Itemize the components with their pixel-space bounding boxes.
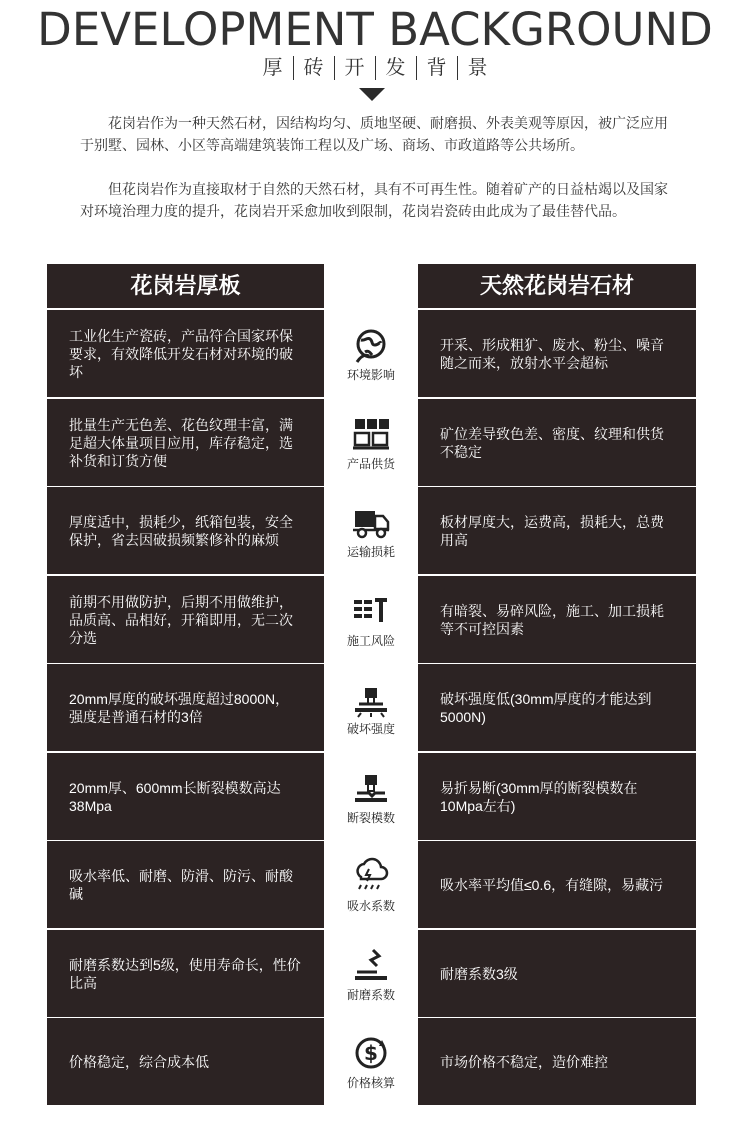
left-cell <box>47 399 324 486</box>
criterion-label: 产品供货 <box>346 456 395 471</box>
right-cell <box>418 753 696 840</box>
right-column-title: 天然花岗岩石材 <box>418 264 696 308</box>
criterion-label: 价格核算 <box>346 1075 395 1090</box>
left-column-title: 花岗岩厚板 <box>47 264 324 308</box>
left-cell <box>47 487 324 574</box>
criterion-label: 破坏强度 <box>346 721 395 736</box>
press-icon <box>351 680 391 718</box>
left-cell <box>47 1018 324 1105</box>
boxes-icon <box>351 415 391 453</box>
down-triangle-icon <box>359 88 385 101</box>
left-cell <box>47 930 324 1017</box>
right-cell-text: 破坏强度低(30mm厚度的才能达到5000N) <box>440 690 652 725</box>
right-cell <box>418 310 696 397</box>
left-cell-text: 20mm厚度的破坏强度超过8000N，强度是普通石材的3倍 <box>69 690 290 725</box>
right-cell-text: 有暗裂、易碎风险，施工、加工损耗等不可控因素 <box>440 602 664 637</box>
left-cell <box>47 753 324 840</box>
criterion <box>330 841 412 928</box>
subtitle-char: 开 <box>334 56 375 80</box>
subtitle-char: 发 <box>375 56 416 80</box>
criterion-label: 耐磨系数 <box>346 987 395 1002</box>
left-cell-text: 吸水率低、耐磨、防滑、防污、耐酸碱 <box>69 867 293 902</box>
construction-icon <box>351 592 391 630</box>
left-cell-text: 价格稳定，综合成本低 <box>69 1053 209 1070</box>
left-cell <box>47 576 324 663</box>
left-cell-text: 批量生产无色差、花色纹理丰富，满足超大体量项目应用，库存稳定，选补货和订货方便 <box>69 416 293 469</box>
criterion-label: 施工风险 <box>346 633 395 648</box>
right-cell-text: 矿位差导致色差、密度、纹理和供货不稳定 <box>440 425 664 460</box>
right-cell <box>418 664 696 751</box>
right-cell <box>418 1018 696 1105</box>
criterion-label: 运输损耗 <box>346 544 395 559</box>
right-cell-text: 吸水率平均值≤0.6，有缝隙，易藏污 <box>440 876 664 893</box>
left-cell-text: 耐磨系数达到5级，使用寿命长，性价比高 <box>69 956 301 991</box>
right-cell-text: 易折易断(30mm厚的断裂模数在10Mpa左右) <box>440 779 638 814</box>
right-cell-text: 市场价格不稳定，造价难控 <box>440 1053 608 1070</box>
right-cell-text: 开采、形成粗犷、废水、粉尘、噪音随之而来，放射水平会超标 <box>440 336 664 371</box>
left-cell-text: 20mm厚、600mm长断裂模数高达38Mpa <box>69 779 281 814</box>
rain-cloud-icon <box>351 857 391 895</box>
criterion-label: 环境影响 <box>346 367 395 382</box>
page-title: DEVELOPMENT BACKGROUND <box>37 3 713 56</box>
intro-paragraph-1: 花岗岩作为一种天然石材，因结构均匀、质地坚硬、耐磨损、外表美观等原因，被广泛应用于别墅、园林、小区等高端建筑装饰工程以及广场、商场、市政道路等公共场所。 <box>80 115 668 153</box>
left-cell <box>47 664 324 751</box>
right-cell <box>418 487 696 574</box>
criterion-label: 吸水系数 <box>346 898 395 913</box>
dollar-cycle-icon <box>351 1034 391 1072</box>
criterion <box>330 576 412 663</box>
criterion <box>330 664 412 751</box>
right-cell <box>418 399 696 486</box>
subtitle-char: 景 <box>457 56 498 80</box>
criterion <box>330 399 412 486</box>
criterion <box>330 487 412 574</box>
subtitle-char: 砖 <box>293 56 334 80</box>
left-cell-text: 前期不用做防护，后期不用做维护，品质高、品相好，开箱即用，无二次分选 <box>69 593 293 646</box>
intro-paragraph-2: 但花岗岩作为直接取材于自然的天然石材，具有不可再生性。随着矿产的日益枯竭以及国家对环境治理力度的提升，花岗岩开采愈加收到限制，花岗岩瓷砖由此成为了最佳替代品。 <box>80 181 668 219</box>
right-cell-text: 耐磨系数3级 <box>440 965 518 982</box>
globe-icon <box>351 326 391 364</box>
subtitle-char: 背 <box>416 56 457 80</box>
left-cell <box>47 841 324 928</box>
criterion <box>330 1018 412 1105</box>
left-cell-text: 工业化生产瓷砖，产品符合国家环保要求，有效降低开发石材对环境的破坏 <box>69 327 293 380</box>
right-cell <box>418 841 696 928</box>
criterion <box>330 310 412 397</box>
page-subtitle <box>0 56 750 80</box>
criterion-label: 断裂模数 <box>346 810 395 825</box>
subtitle-char: 厚 <box>262 57 283 79</box>
svg-text:$: $ <box>364 1040 378 1065</box>
criterion <box>330 753 412 840</box>
left-cell-text: 厚度适中，损耗少，纸箱包装，安全保护，省去因破损频繁修补的麻烦 <box>69 513 293 548</box>
criterion <box>330 930 412 1017</box>
right-cell <box>418 576 696 663</box>
abrasion-icon <box>351 946 391 984</box>
right-cell <box>418 930 696 1017</box>
truck-icon <box>351 503 391 541</box>
press-break-icon <box>351 769 391 807</box>
left-cell <box>47 310 324 397</box>
right-cell-text: 板材厚度大，运费高，损耗大，总费用高 <box>440 513 664 548</box>
